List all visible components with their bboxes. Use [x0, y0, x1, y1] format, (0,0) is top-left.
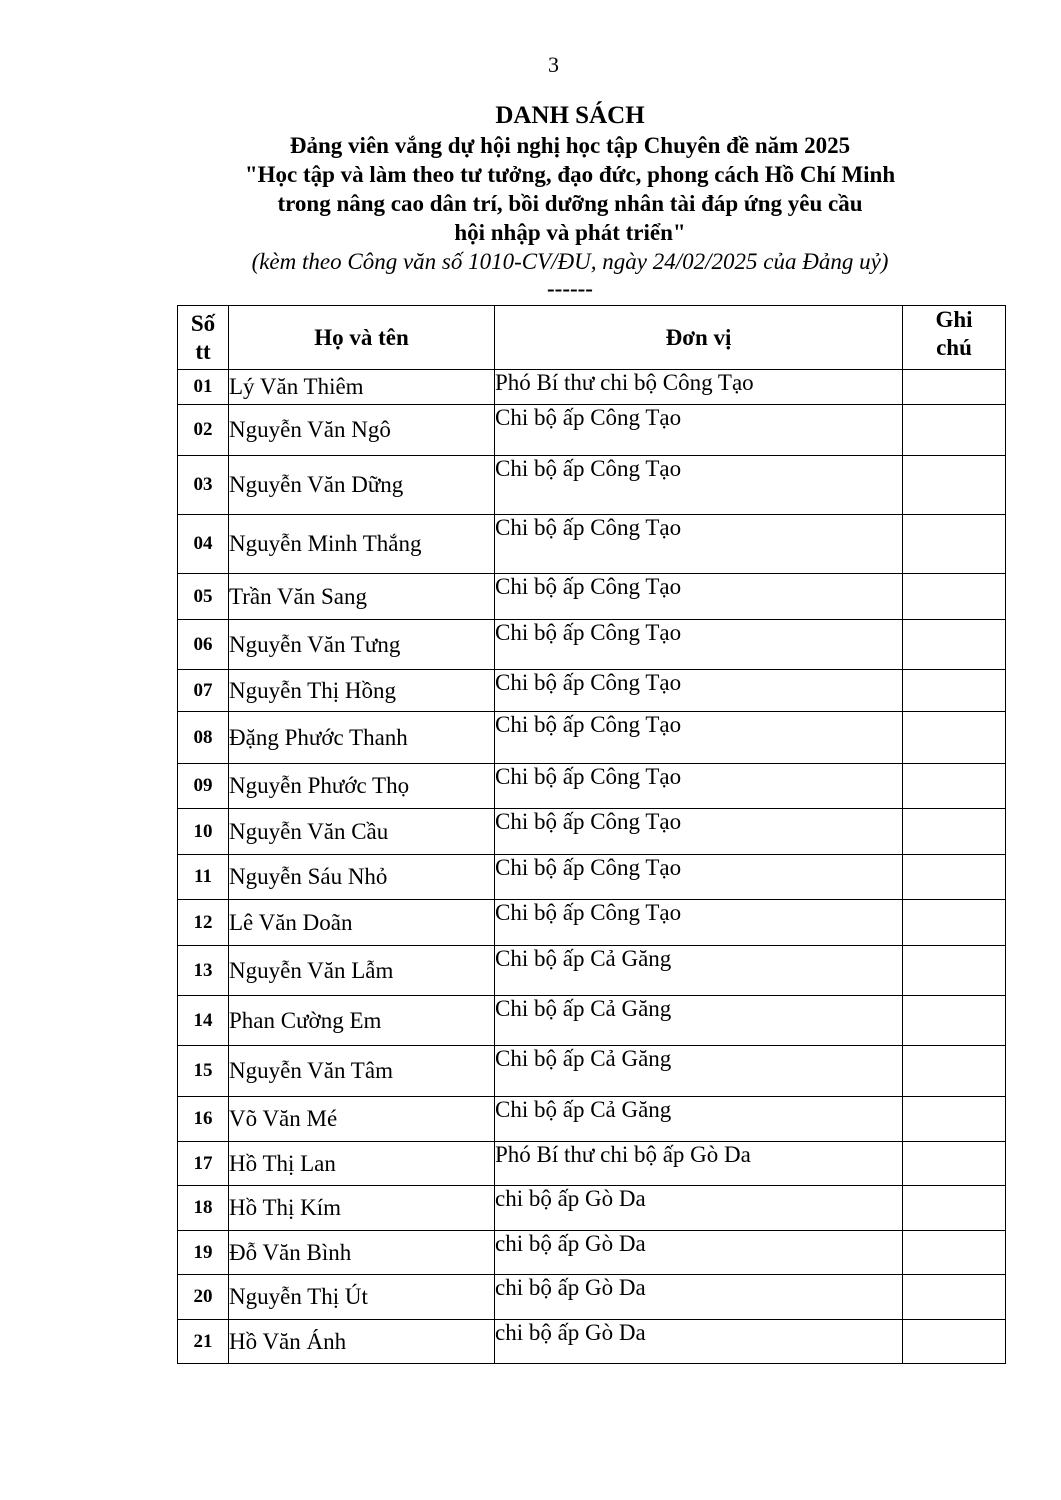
- member-note: [903, 855, 1006, 900]
- subtitle-line-2: "Học tập và làm theo tư tưởng, đạo đức, phong cách Hồ Chí Minh: [244, 162, 896, 187]
- row-number: 01: [178, 370, 229, 405]
- member-note: [903, 456, 1006, 515]
- member-name: Nguyễn Thị Hồng: [229, 670, 495, 712]
- row-number: 06: [178, 620, 229, 670]
- member-name: Đặng Phước Thanh: [229, 712, 495, 764]
- member-note: [903, 405, 1006, 456]
- member-unit: chi bộ ấp Gò Da: [495, 1320, 903, 1364]
- table-row: [178, 1275, 1006, 1320]
- row-number: 15: [178, 1046, 229, 1097]
- row-number: 12: [178, 900, 229, 946]
- member-unit: Chi bộ ấp Công Tạo: [495, 670, 903, 712]
- table-row: [178, 620, 1006, 670]
- member-name: Hồ Thị Kím: [229, 1186, 495, 1231]
- member-name: Nguyễn Văn Lẫm: [229, 946, 495, 996]
- member-name: Hồ Văn Ánh: [229, 1320, 495, 1364]
- member-name: Nguyễn Văn Cầu: [229, 809, 495, 855]
- member-note: [903, 996, 1006, 1046]
- member-name: Nguyễn Sáu Nhỏ: [229, 855, 495, 900]
- column-header-stt-line1: Số: [190, 310, 216, 336]
- row-number: 11: [178, 855, 229, 900]
- table-row: [178, 1046, 1006, 1097]
- table-row: [178, 809, 1006, 855]
- column-header-name: Họ và tên: [229, 306, 495, 370]
- row-number: 04: [178, 515, 229, 574]
- table-row: [178, 670, 1006, 712]
- member-unit: Phó Bí thư chi bộ ấp Gò Da: [495, 1142, 903, 1186]
- member-name: Hồ Thị Lan: [229, 1142, 495, 1186]
- member-unit: chi bộ ấp Gò Da: [495, 1231, 903, 1275]
- member-unit: chi bộ ấp Gò Da: [495, 1186, 903, 1231]
- member-name: Trần Văn Sang: [229, 574, 495, 620]
- subtitle-line-1: Đảng viên vắng dự hội nghị học tập Chuyên đề năm 2025: [289, 133, 851, 158]
- table-row: [178, 456, 1006, 515]
- row-number: 03: [178, 456, 229, 515]
- page-number: 3: [548, 52, 559, 77]
- member-name: Nguyễn Văn Tưng: [229, 620, 495, 670]
- table-row: [178, 712, 1006, 764]
- table-row: [178, 574, 1006, 620]
- row-number: 05: [178, 574, 229, 620]
- member-unit: Chi bộ ấp Cả Găng: [495, 996, 903, 1046]
- table-row: [178, 996, 1006, 1046]
- row-number: 20: [178, 1275, 229, 1320]
- member-note: [903, 1142, 1006, 1186]
- row-number: 10: [178, 809, 229, 855]
- table-row: [178, 405, 1006, 456]
- member-note: [903, 620, 1006, 670]
- row-number: 02: [178, 405, 229, 456]
- member-name: Nguyễn Minh Thắng: [229, 515, 495, 574]
- member-unit: Chi bộ ấp Công Tạo: [495, 574, 903, 620]
- member-unit: Chi bộ ấp Công Tạo: [495, 515, 903, 574]
- member-note: [903, 1231, 1006, 1275]
- row-number: 21: [178, 1320, 229, 1364]
- member-name: Nguyễn Phước Thọ: [229, 764, 495, 809]
- table-row: [178, 946, 1006, 996]
- table-row: [178, 900, 1006, 946]
- row-number: 13: [178, 946, 229, 996]
- table-row: [178, 1231, 1006, 1275]
- document-title: DANH SÁCH: [495, 102, 645, 129]
- member-name: Võ Văn Mé: [229, 1097, 495, 1142]
- member-name: Đỗ Văn Bình: [229, 1231, 495, 1275]
- table-body: [178, 370, 1006, 1364]
- column-header-stt: [178, 306, 229, 370]
- absentee-table: [177, 305, 1006, 1364]
- row-number: 14: [178, 996, 229, 1046]
- member-unit: Chi bộ ấp Cả Găng: [495, 1046, 903, 1097]
- member-note: [903, 574, 1006, 620]
- member-unit: Chi bộ ấp Công Tạo: [495, 712, 903, 764]
- row-number: 09: [178, 764, 229, 809]
- member-note: [903, 1186, 1006, 1231]
- member-note: [903, 900, 1006, 946]
- divider: ------: [547, 276, 593, 301]
- member-unit: Chi bộ ấp Công Tạo: [495, 855, 903, 900]
- member-name: Nguyễn Văn Ngô: [229, 405, 495, 456]
- table-row: [178, 1097, 1006, 1142]
- member-unit: Chi bộ ấp Công Tạo: [495, 809, 903, 855]
- member-unit: Chi bộ ấp Cả Găng: [495, 946, 903, 996]
- table-row: [178, 764, 1006, 809]
- member-note: [903, 1046, 1006, 1097]
- member-unit: Chi bộ ấp Cả Găng: [495, 1097, 903, 1142]
- member-name: Nguyễn Thị Út: [229, 1275, 495, 1320]
- member-note: [903, 370, 1006, 405]
- member-unit: Chi bộ ấp Công Tạo: [495, 620, 903, 670]
- table-row: [178, 1142, 1006, 1186]
- member-unit: Chi bộ ấp Công Tạo: [495, 456, 903, 515]
- member-name: Phan Cường Em: [229, 996, 495, 1046]
- row-number: 16: [178, 1097, 229, 1142]
- column-header-note-line2: chú: [936, 335, 972, 360]
- table-row: [178, 1186, 1006, 1231]
- row-number: 07: [178, 670, 229, 712]
- member-unit: Chi bộ ấp Công Tạo: [495, 405, 903, 456]
- member-name: Lý Văn Thiêm: [229, 370, 495, 405]
- table-header-row: [178, 306, 1006, 370]
- member-note: [903, 515, 1006, 574]
- column-header-note-line1: Ghi: [935, 307, 973, 332]
- reference-note: (kèm theo Công văn số 1010-CV/ĐU, ngày 24/02/2025 của Đảng uỷ): [251, 249, 889, 274]
- member-unit: Chi bộ ấp Công Tạo: [495, 900, 903, 946]
- member-name: Nguyễn Văn Dững: [229, 456, 495, 515]
- member-note: [903, 764, 1006, 809]
- member-name: Lê Văn Doãn: [229, 900, 495, 946]
- subtitle-line-4: hội nhập và phát triển": [454, 220, 686, 245]
- table-row: [178, 1320, 1006, 1364]
- member-note: [903, 670, 1006, 712]
- row-number: 08: [178, 712, 229, 764]
- document-header: [0, 101, 1061, 302]
- member-note: [903, 1097, 1006, 1142]
- row-number: 19: [178, 1231, 229, 1275]
- member-note: [903, 1275, 1006, 1320]
- table-row: [178, 855, 1006, 900]
- column-header-unit: Đơn vị: [495, 306, 903, 370]
- member-note: [903, 946, 1006, 996]
- member-note: [903, 809, 1006, 855]
- member-note: [903, 1320, 1006, 1364]
- member-unit: Phó Bí thư chi bộ Công Tạo: [495, 370, 903, 405]
- member-note: [903, 712, 1006, 764]
- column-header-stt-line2: tt: [195, 338, 211, 364]
- table-row: [178, 370, 1006, 405]
- member-unit: Chi bộ ấp Công Tạo: [495, 764, 903, 809]
- column-header-note: [903, 306, 1006, 370]
- member-unit: chi bộ ấp Gò Da: [495, 1275, 903, 1320]
- subtitle-line-3: trong nâng cao dân trí, bồi dưỡng nhân tài đáp ứng yêu cầu: [277, 191, 863, 216]
- row-number: 18: [178, 1186, 229, 1231]
- member-name: Nguyễn Văn Tâm: [229, 1046, 495, 1097]
- row-number: 17: [178, 1142, 229, 1186]
- table-row: [178, 515, 1006, 574]
